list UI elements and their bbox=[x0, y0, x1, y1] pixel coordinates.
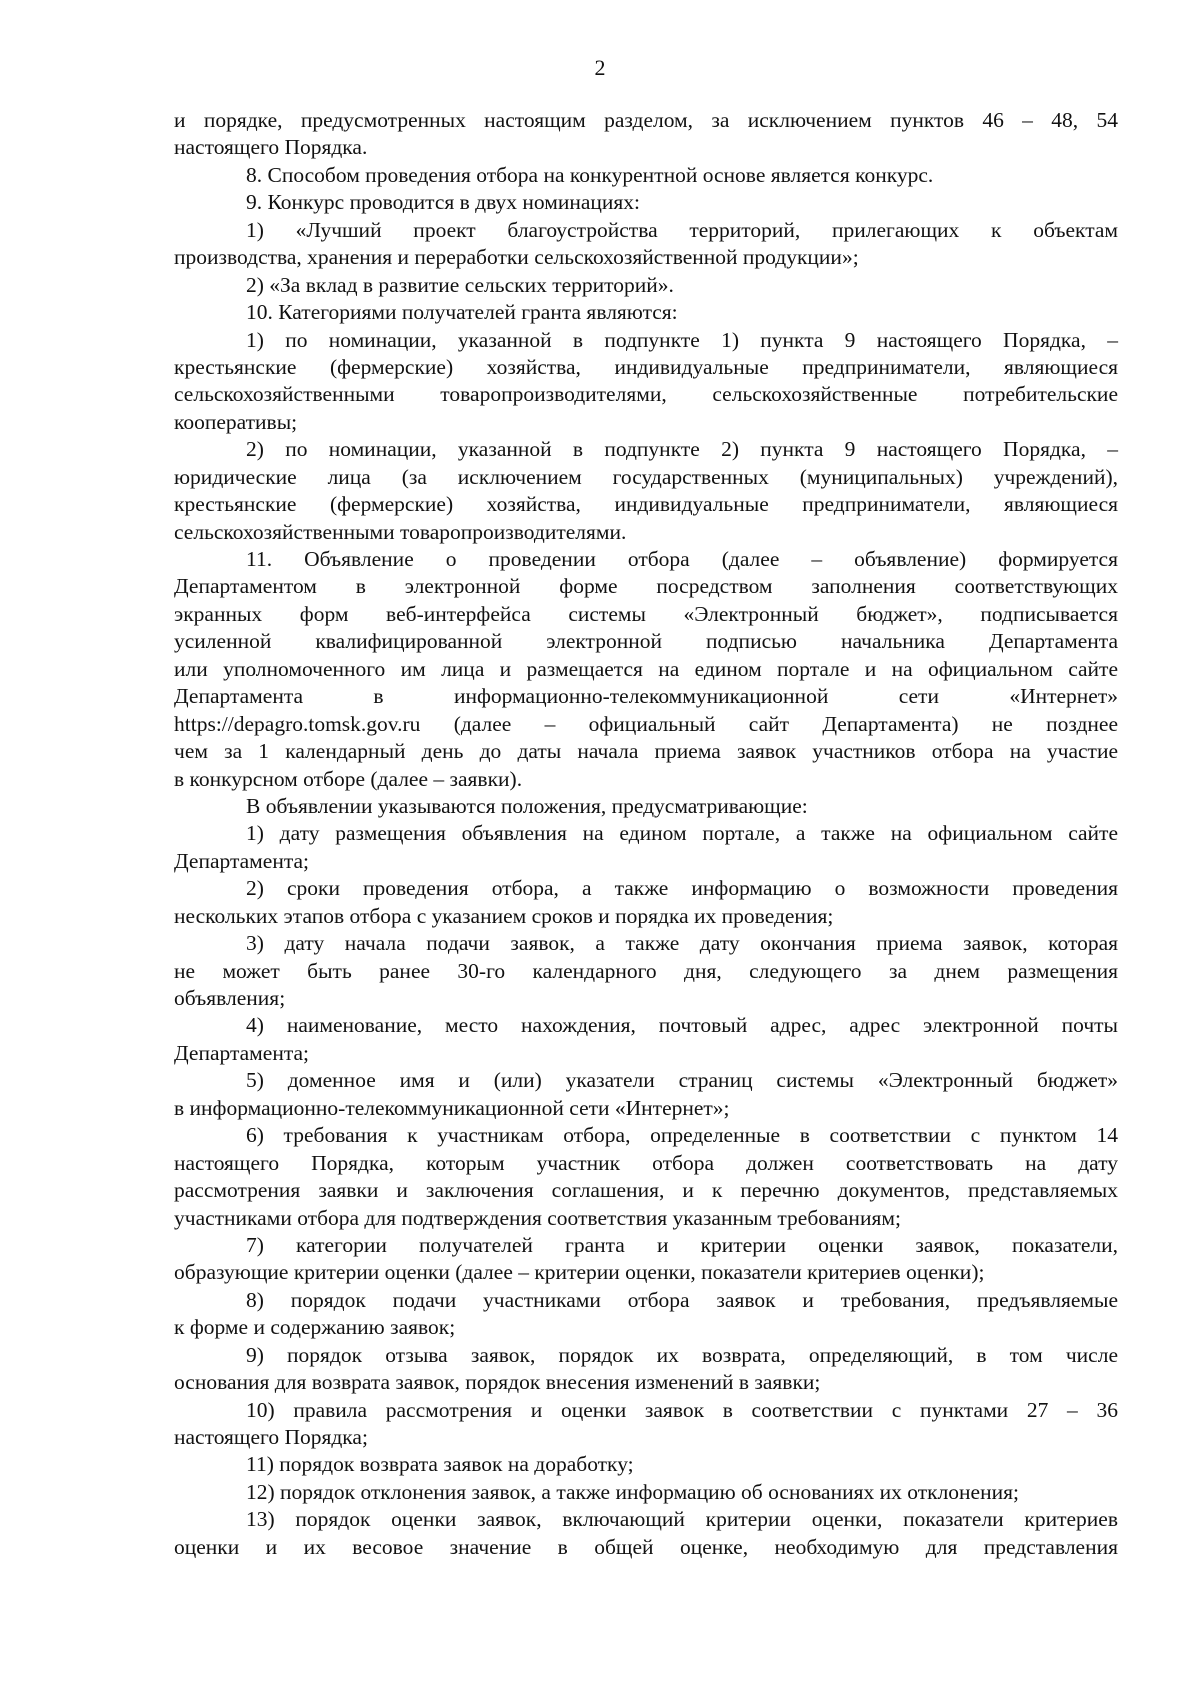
paragraph bbox=[174, 162, 1118, 189]
text-line: не может быть ранее 30-го календарного дня, следующего за днем размещения bbox=[174, 958, 1118, 983]
text-line: Департамента; bbox=[174, 1040, 310, 1065]
text-line: 1) дату размещения объявления на едином портале, а также на официальном сайте bbox=[246, 821, 1118, 846]
text-line: к форме и содержанию заявок; bbox=[174, 1315, 456, 1340]
text-line: 9. Конкурс проводится в двух номинациях: bbox=[246, 190, 641, 215]
paragraph bbox=[174, 1479, 1118, 1506]
text-line: 4) наименование, место нахождения, почтовый адрес, адрес электронной почты bbox=[246, 1013, 1118, 1038]
text-line: 12) порядок отклонения заявок, а также информацию об основаниях их отклонения; bbox=[246, 1479, 1019, 1504]
paragraph bbox=[174, 436, 1118, 546]
text-line: сельскохозяйственными товаропроизводителями. bbox=[174, 519, 627, 544]
text-line: настоящего Порядка. bbox=[174, 135, 368, 160]
text-line: 7) категории получателей гранта и критерии оценки заявок, показатели, bbox=[246, 1232, 1118, 1257]
text-line: 8. Способом проведения отбора на конкурентной основе является конкурс. bbox=[246, 162, 934, 187]
text-line: В объявлении указываются положения, предусматривающие: bbox=[246, 793, 808, 818]
text-line: 9) порядок отзыва заявок, порядок их возврата, определяющий, в том числе bbox=[246, 1342, 1118, 1367]
paragraph bbox=[174, 1506, 1118, 1561]
text-line: 2) сроки проведения отбора, а также информацию о возможности проведения bbox=[246, 876, 1118, 901]
text-line: основания для возврата заявок, порядок внесения изменений в заявки; bbox=[174, 1370, 821, 1395]
text-line: 2) «За вклад в развитие сельских территорий». bbox=[246, 272, 674, 297]
text-line: оценки и их весовое значение в общей оценке, необходимую для представления bbox=[174, 1534, 1118, 1559]
text-line: Департамента; bbox=[174, 848, 310, 873]
document-body bbox=[174, 107, 1118, 1561]
paragraph bbox=[174, 272, 1118, 299]
text-line: участниками отбора для подтверждения соответствия указанным требованиям; bbox=[174, 1205, 901, 1230]
text-line: Департаментом в электронной форме посредством заполнения соответствующих bbox=[174, 574, 1118, 599]
paragraph bbox=[174, 930, 1118, 1012]
text-line: 3) дату начала подачи заявок, а также дату окончания приема заявок, которая bbox=[246, 931, 1118, 956]
text-line: 5) доменное имя и (или) указатели страниц системы «Электронный бюджет» bbox=[246, 1068, 1118, 1093]
paragraph bbox=[174, 299, 1118, 326]
text-line: настоящего Порядка; bbox=[174, 1425, 368, 1449]
paragraph bbox=[174, 1067, 1118, 1122]
text-line: производства, хранения и переработки сельскохозяйственной продукции»; bbox=[174, 245, 859, 270]
paragraph bbox=[174, 1232, 1118, 1287]
text-line: нескольких этапов отбора с указанием сроков и порядка их проведения; bbox=[174, 903, 834, 928]
paragraph bbox=[174, 107, 1118, 162]
paragraph bbox=[174, 1451, 1118, 1478]
text-line: 10. Категориями получателей гранта являются: bbox=[246, 300, 678, 325]
text-line: или уполномоченного им лица и размещается на едином портале и на официальном сайте bbox=[174, 656, 1118, 681]
paragraph bbox=[174, 1397, 1118, 1452]
text-line: сельскохозяйственными товаропроизводителями, сельскохозяйственные потребительские bbox=[174, 382, 1118, 407]
paragraph bbox=[174, 546, 1118, 793]
page-number: 2 bbox=[594, 55, 606, 80]
text-line: 6) требования к участникам отбора, определенные в соответствии с пунктом 14 bbox=[246, 1123, 1118, 1148]
text-line: 8) порядок подачи участниками отбора заявок и требования, предъявляемые bbox=[246, 1287, 1118, 1312]
text-line: в конкурсном отборе (далее – заявки). bbox=[174, 766, 523, 791]
text-line: 10) правила рассмотрения и оценки заявок в соответствии с пунктами 27 – 36 bbox=[246, 1397, 1118, 1422]
text-line: 1) «Лучший проект благоустройства территорий, прилегающих к объектам bbox=[246, 217, 1118, 242]
text-line: юридические лица (за исключением государственных (муниципальных) учреждений), bbox=[174, 464, 1118, 489]
text-line: усиленной квалифицированной электронной подписью начальника Департамента bbox=[174, 629, 1118, 654]
text-line: объявления; bbox=[174, 986, 286, 1010]
text-line: рассмотрения заявки и заключения соглашения, и к перечню документов, представляемых bbox=[174, 1178, 1118, 1203]
paragraph bbox=[174, 1122, 1118, 1232]
text-line: чем за 1 календарный день до даты начала приема заявок участников отбора на участие bbox=[174, 739, 1118, 764]
text-line: экранных форм веб-интерфейса системы «Электронный бюджет», подписывается bbox=[174, 601, 1118, 626]
text-line: 1) по номинации, указанной в подпункте 1) пункта 9 настоящего Порядка, – bbox=[246, 327, 1118, 352]
paragraph bbox=[174, 217, 1118, 272]
paragraph bbox=[174, 1012, 1118, 1067]
text-line: 13) порядок оценки заявок, включающий критерии оценки, показатели критериев bbox=[246, 1507, 1118, 1532]
text-line: Департамента в информационно-телекоммуникационной сети «Интернет» bbox=[174, 684, 1118, 709]
text-line: https://depagro.tomsk.gov.ru (далее – официальный сайт Департамента) не позднее bbox=[174, 711, 1118, 736]
text-line: 11. Объявление о проведении отбора (далее – объявление) формируется bbox=[246, 547, 1118, 571]
text-line: настоящего Порядка, которым участник отбора должен соответствовать на дату bbox=[174, 1150, 1118, 1175]
paragraph bbox=[174, 820, 1118, 875]
text-line: 11) порядок возврата заявок на доработку; bbox=[246, 1452, 634, 1477]
paragraph bbox=[174, 189, 1118, 216]
text-line: и порядке, предусмотренных настоящим разделом, за исключением пунктов 46 – 48, 54 bbox=[174, 108, 1118, 132]
text-line: 2) по номинации, указанной в подпункте 2) пункта 9 настоящего Порядка, – bbox=[246, 437, 1118, 462]
text-line: образующие критерии оценки (далее – критерии оценки, показатели критериев оценки); bbox=[174, 1260, 985, 1285]
paragraph bbox=[174, 875, 1118, 930]
text-line: крестьянские (фермерские) хозяйства, индивидуальные предприниматели, являющиеся bbox=[174, 492, 1118, 517]
paragraph bbox=[174, 327, 1118, 437]
paragraph bbox=[174, 1342, 1118, 1397]
text-line: в информационно-телекоммуникационной сети «Интернет»; bbox=[174, 1095, 730, 1120]
paragraph bbox=[174, 1287, 1118, 1342]
paragraph bbox=[174, 793, 1118, 820]
text-line: крестьянские (фермерские) хозяйства, индивидуальные предприниматели, являющиеся bbox=[174, 354, 1118, 379]
text-line: кооперативы; bbox=[174, 409, 298, 434]
